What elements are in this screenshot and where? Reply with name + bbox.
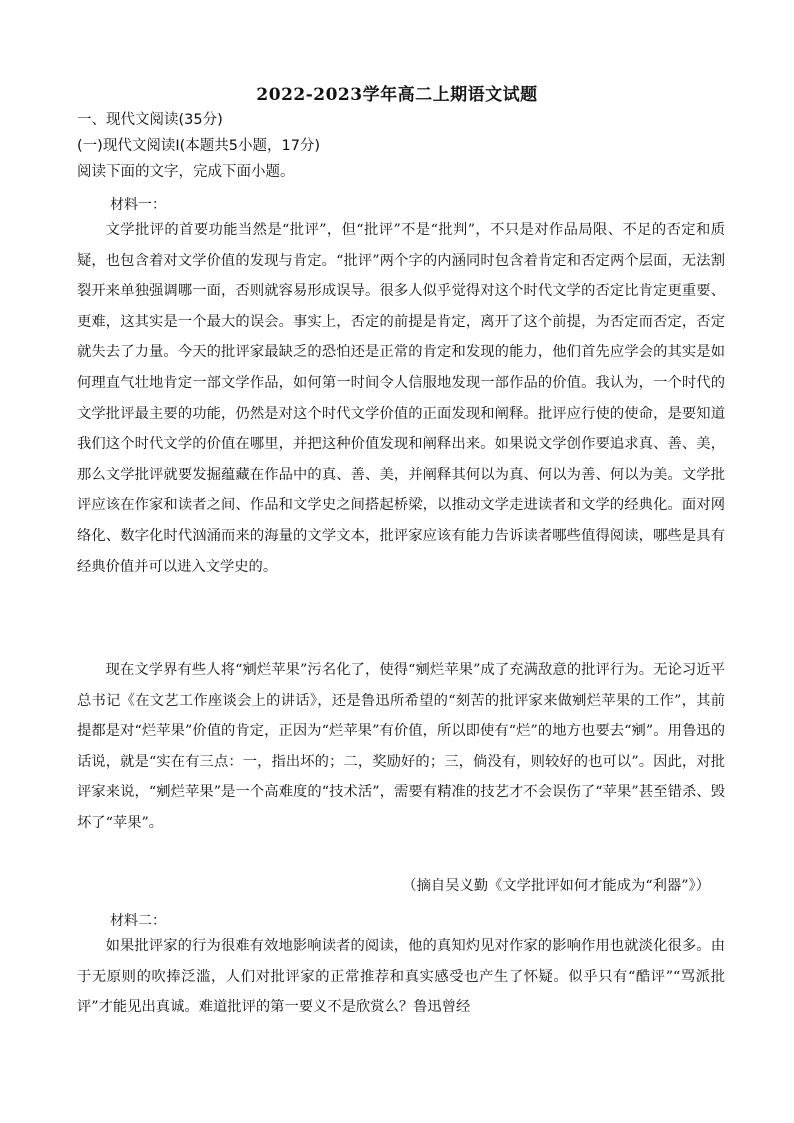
material-two-paragraph-1: 如果批评家的行为很难有效地影响读者的阅读，他的真知灼见对作家的影响作用也就淡化很多。由于无原则的吹捧泛滥，人们对批评家的正常推荐和真实感受也产生了怀疑。似乎只有“酷评”“骂派批评”才能见出真诚。难道批评的第一要义不是欣赏么？鲁迅曾经	[77, 938, 725, 1016]
instruction-text: 阅读下面的文字，完成下面小题。	[77, 164, 295, 180]
section-heading: 一、现代文阅读(35分)	[77, 112, 223, 128]
material-one-source: （摘自吴义勤《文学批评如何才能成为“利器”》）	[402, 878, 710, 894]
material-two-label: 材料二：	[110, 913, 166, 929]
material-one-paragraph-2: 现在文学界有些人将“剜烂苹果”污名化了，使得“剜烂苹果”成了充满敌意的批评行为。无论习近平总书记《在文艺工作座谈会上的讲话》，还是鲁迅所希望的“刻苦的批评家来做剜烂苹果的工作”，其前提都是对“烂苹果”价值的肯定，正因为“烂苹果”有价值，所以即使有“烂”的地方也要去“剜”。用鲁迅的话说，就是“实在有三点：一，指出坏的；二，奖励好的；三，倘没有，则较好的也可以”。因此，对批评家来说，“剜烂苹果”是一个高难度的“技术活”，需要有精准的技艺才不会误伤了“苹果”甚至错杀、毁坏了“苹果”。	[77, 662, 725, 831]
material-one-paragraph-1: 文学批评的首要功能当然是“批评”，但“批评”不是“批判”，不只是对作品局限、不足的否定和质疑，也包含着对文学价值的发现与肯定。“批评”两个字的内涵同时包含着肯定和否定两个层面，无法割裂开来单独强调哪一面，否则就容易形成误导。很多人似乎觉得对这个时代文学的否定比肯定更重要、更难，这其实是一个最大的误会。事实上，否定的前提是肯定，离开了这个前提，为否定而否定，否定就失去了力量。今天的批评家最缺乏的恐怕还是正常的肯定和发现的能力，他们首先应学会的其实是如何理直气壮地肯定一部文学作品，如何第一时间令人信服地发现一部作品的价值。我认为，一个时代的文学批评最主要的功能，仍然是对这个时代文学价值的正面发现和阐释。批评应行使的使命，是要知道我们这个时代文学的价值在哪里，并把这种价值发现和阐释出来。如果说文学创作要追求真、善、美，那么文学批评就要发掘蕴藏在作品中的真、善、美，并阐释其何以为真、何以为善、何以为美。文学批评应该在作家和读者之间、作品和文学史之间搭起桥梁，以推动文学走进读者和文学的经典化。面对网络化、数字化时代汹涌而来的海量的文学文本，批评家应该有能力告诉读者哪些值得阅读，哪些是具有经典价值并可以进入文学史的。	[77, 222, 725, 575]
subsection-heading: (一)现代文阅读I(本题共5小题，17分)	[77, 138, 321, 154]
material-one-label: 材料一：	[110, 197, 166, 213]
page-title: 2022-2023学年高二上期语文试题	[256, 85, 538, 105]
